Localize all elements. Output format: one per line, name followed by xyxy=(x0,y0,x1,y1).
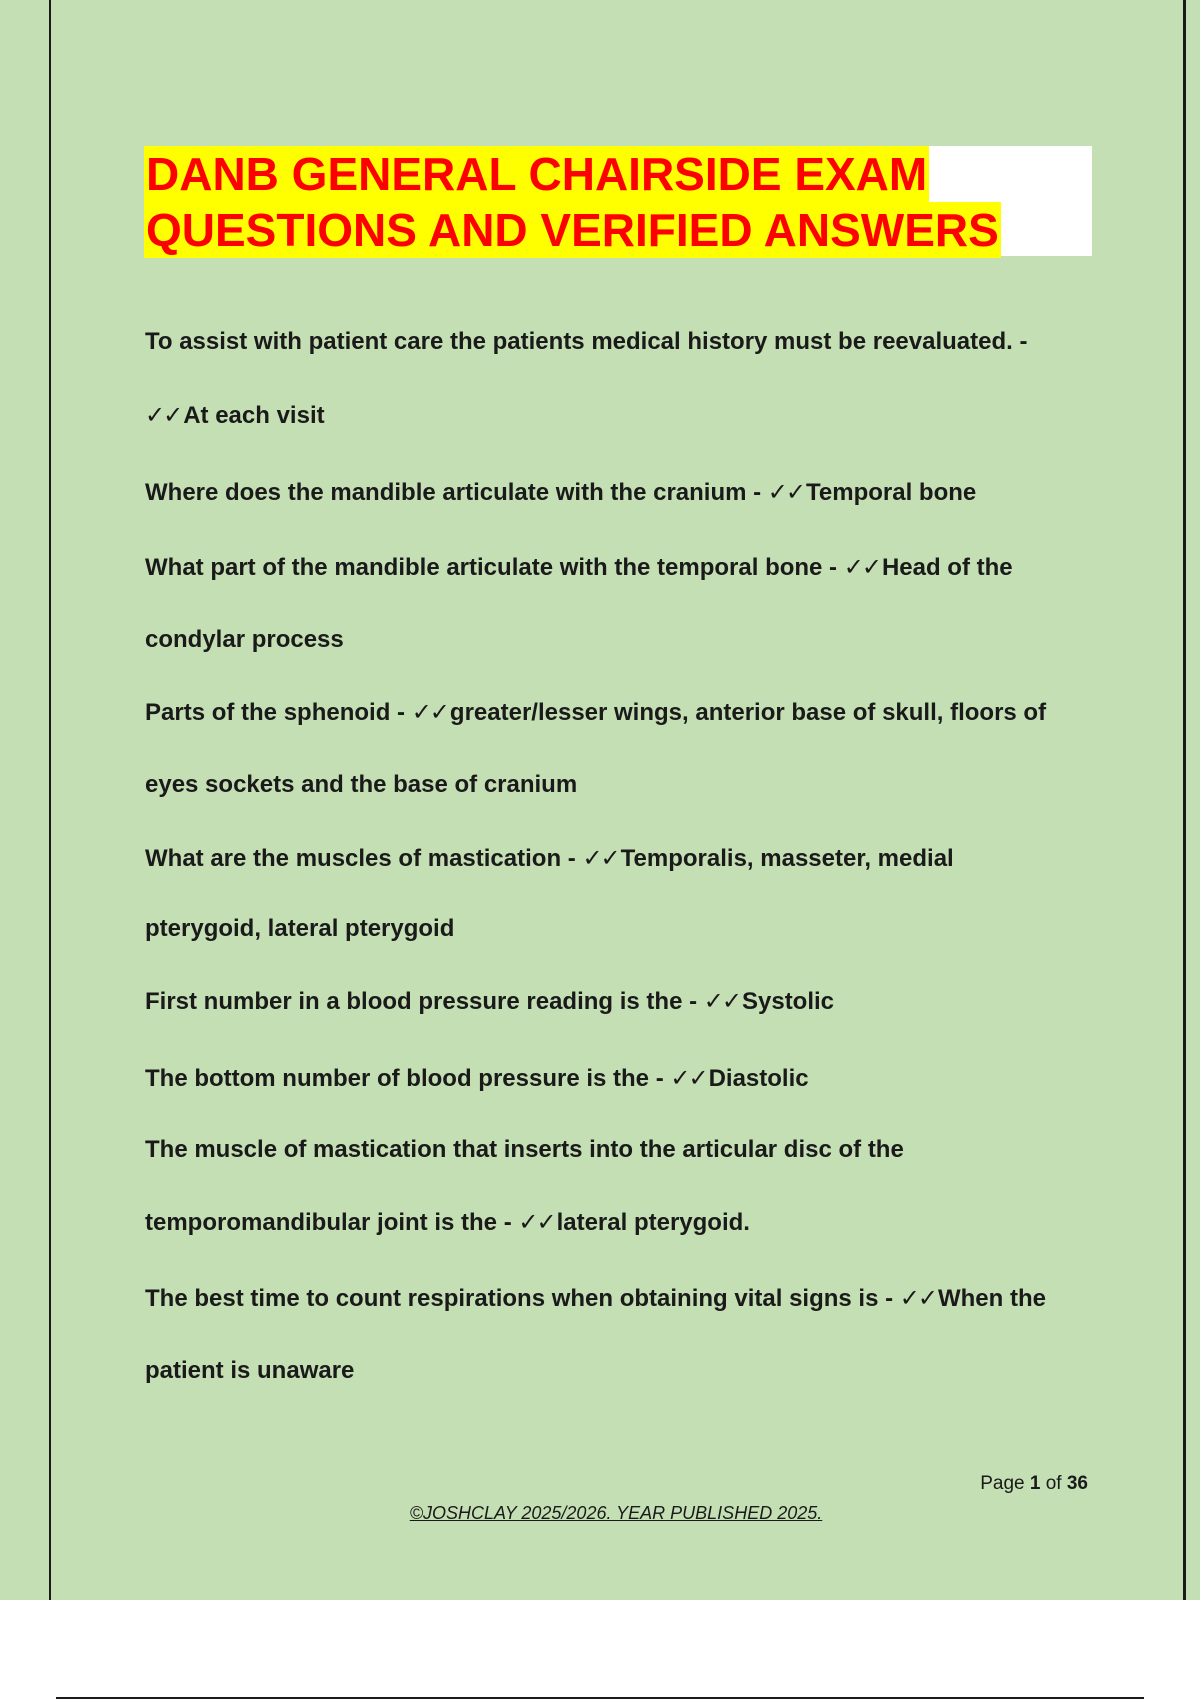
answer-text: When the xyxy=(937,1285,1046,1312)
answer-continuation-line xyxy=(145,914,454,944)
question-text: Where does the mandible articulate with the cranium - xyxy=(145,479,768,506)
answer-line xyxy=(145,400,325,431)
right-border-line xyxy=(1183,0,1186,1600)
answer-continuation-line xyxy=(145,1356,354,1386)
question-line xyxy=(145,477,976,508)
answer-text: Diastolic xyxy=(708,1065,809,1092)
answer-continuation-line xyxy=(145,625,344,655)
double-check-icon: ✓✓ xyxy=(670,1064,707,1092)
question-text: To assist with patient care the patients medical history must be reevaluated. - xyxy=(145,328,1028,355)
answer-text: eyes sockets and the base of cranium xyxy=(145,771,578,798)
question-text: First number in a blood pressure reading is the - xyxy=(145,988,704,1015)
question-line xyxy=(145,1135,904,1165)
page-current: 1 xyxy=(1029,1473,1041,1494)
answer-text: Head of the xyxy=(881,554,1013,581)
double-check-icon: ✓✓ xyxy=(582,844,619,872)
question-line xyxy=(145,843,954,874)
answer-text: Temporalis, masseter, medial xyxy=(620,845,954,872)
page-total: 36 xyxy=(1066,1473,1088,1494)
document-title-line-2: QUESTIONS AND VERIFIED ANSWERS xyxy=(146,204,999,256)
left-border-line xyxy=(49,0,51,1600)
page-label: Page xyxy=(980,1473,1025,1494)
question-text: The bottom number of blood pressure is the - xyxy=(145,1065,671,1092)
copyright-footer: ©JOSHCLAY 2025/2026. YEAR PUBLISHED 2025. xyxy=(409,1503,823,1523)
page-of-label: of xyxy=(1045,1473,1062,1494)
answer-text: At each visit xyxy=(183,402,325,429)
document-title-line-1: DANB GENERAL CHAIRSIDE EXAM xyxy=(146,148,928,200)
double-check-icon: ✓✓ xyxy=(703,987,740,1015)
page-number xyxy=(960,1472,1088,1496)
question-text: Parts of the sphenoid - xyxy=(145,699,412,726)
question-text: What are the muscles of mastication - xyxy=(145,845,583,872)
question-line xyxy=(145,552,1013,583)
question-line xyxy=(145,327,1027,357)
question-text: The muscle of mastication that inserts into the articular disc of the xyxy=(145,1136,904,1163)
question-text: temporomandibular joint is the - xyxy=(145,1209,519,1236)
double-check-icon: ✓✓ xyxy=(899,1284,936,1312)
answer-continuation-line xyxy=(145,770,577,800)
answer-text: condylar process xyxy=(145,626,344,653)
question-text: What part of the mandible articulate with the temporal bone - xyxy=(145,554,844,581)
question-line xyxy=(145,1063,809,1094)
answer-text: Temporal bone xyxy=(806,479,977,506)
double-check-icon: ✓✓ xyxy=(843,553,880,581)
answer-text: lateral pterygoid. xyxy=(556,1209,750,1236)
answer-text: Systolic xyxy=(741,988,835,1015)
question-line xyxy=(145,697,1046,728)
question-line xyxy=(145,986,834,1017)
double-check-icon: ✓✓ xyxy=(145,401,182,429)
answer-text: patient is unaware xyxy=(145,1357,355,1384)
question-text: The best time to count respirations when obtaining vital signs is - xyxy=(145,1285,900,1312)
next-page-top-line xyxy=(56,1697,1144,1699)
double-check-icon: ✓✓ xyxy=(767,478,804,506)
double-check-icon: ✓✓ xyxy=(518,1208,555,1236)
answer-text: pterygoid, lateral pterygoid xyxy=(145,915,455,942)
question-continuation-line xyxy=(145,1207,750,1238)
double-check-icon: ✓✓ xyxy=(411,698,448,726)
question-line xyxy=(145,1283,1046,1314)
answer-text: greater/lesser wings, anterior base of skull, floors of xyxy=(449,699,1047,726)
